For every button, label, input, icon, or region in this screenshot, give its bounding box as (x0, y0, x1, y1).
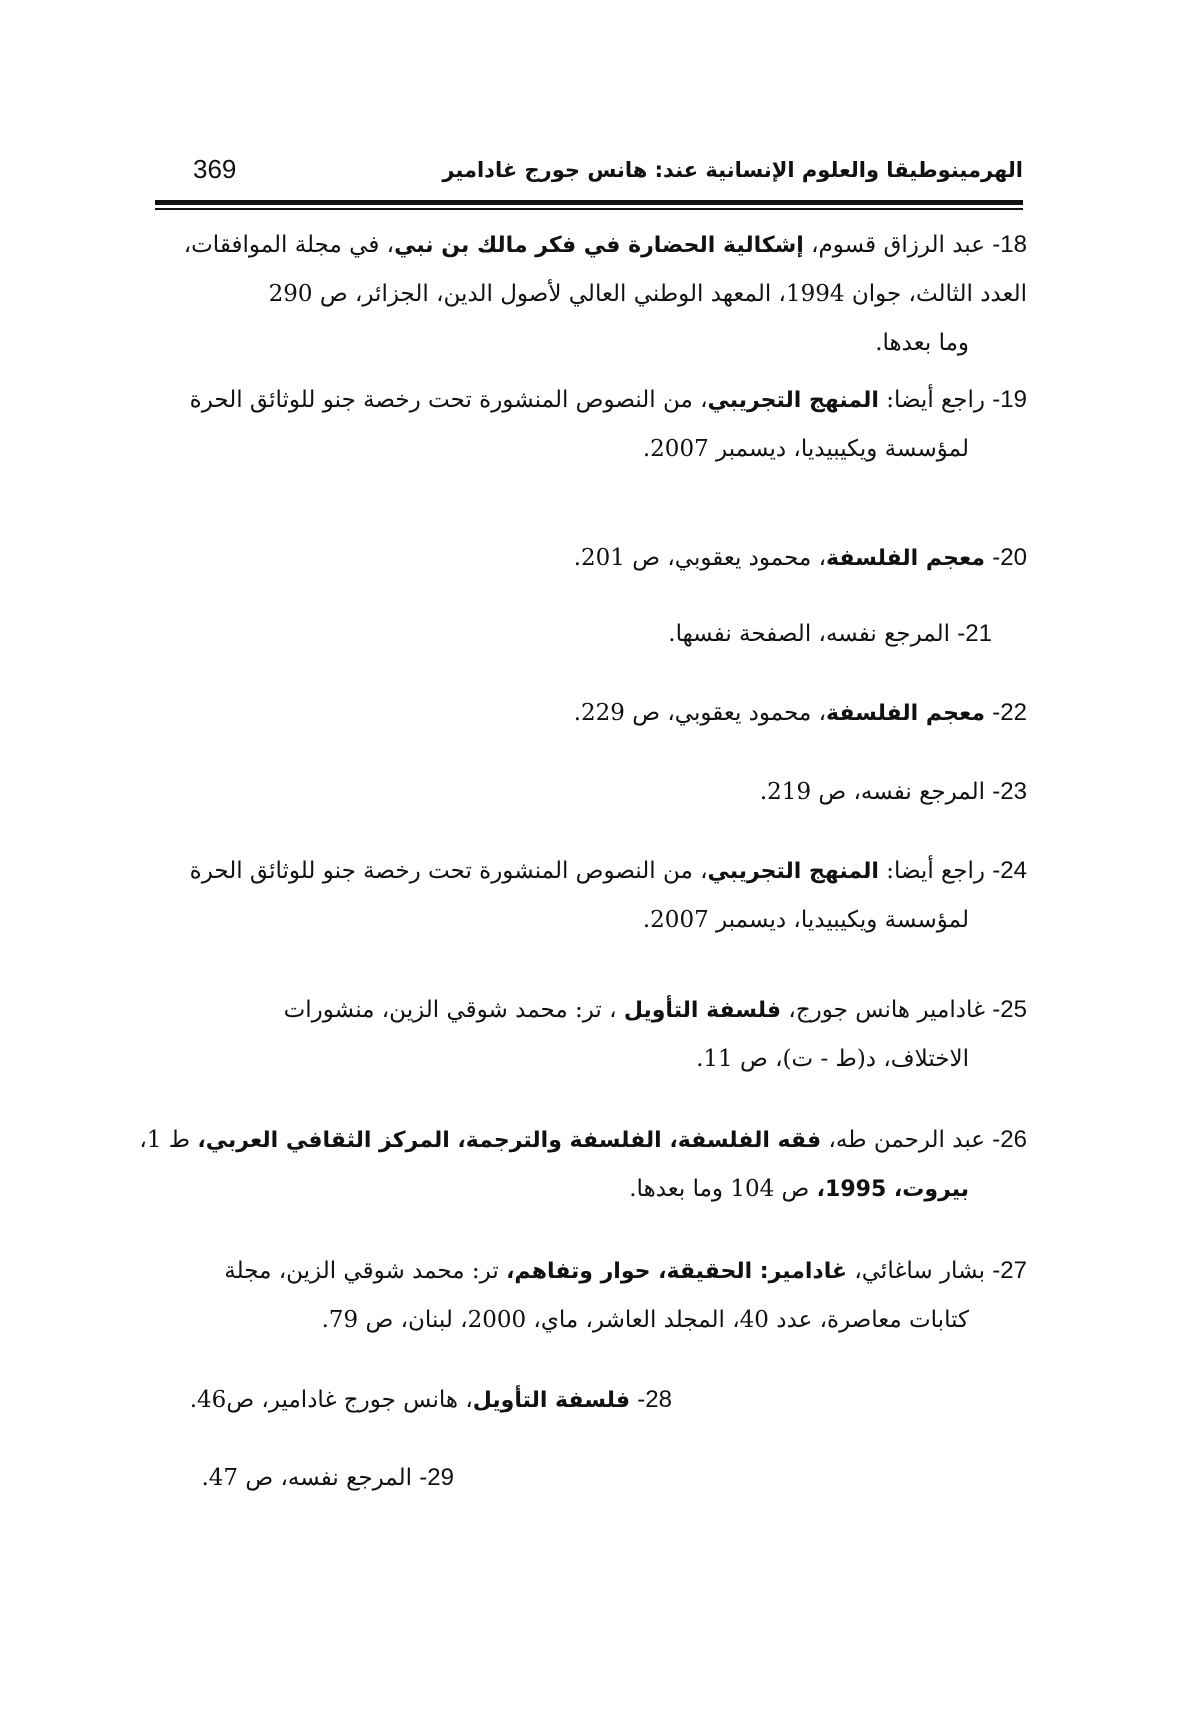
footnote-line: وما بعدها. (875, 330, 969, 356)
footnote-line (190, 846, 1027, 896)
footnote-line (190, 375, 1027, 425)
footnote-text: ، في مجلة الموافقات، (183, 232, 395, 258)
footnote-title: المنهج التجريبي (707, 388, 879, 413)
footnote-number: 18- (992, 231, 1027, 258)
footnote-number: 19- (992, 386, 1027, 413)
footnote-29 (201, 1453, 454, 1503)
header-rule-thick (155, 200, 1023, 205)
footnote-number: 27- (992, 1257, 1027, 1284)
footnote-27 (224, 1246, 1027, 1345)
footnote-line (224, 1246, 1027, 1296)
footnote-title: المنهج التجريبي (707, 859, 879, 884)
footnote-text: عبد الرحمن طه، (821, 1127, 993, 1153)
running-header (155, 150, 1023, 200)
footnote-title: فلسفة التأويل (472, 1388, 630, 1413)
footnote-text: المرجع نفسه، الصفحة نفسها. (668, 621, 958, 647)
footnote-text: غادامير هانس جورج، (781, 997, 993, 1023)
footnote-text: ص 104 وما بعدها. (629, 1176, 817, 1202)
footnote-28 (190, 1375, 672, 1425)
footnote-title: إشكالية الحضارة في فكر مالك بن نبي (394, 233, 804, 258)
footnote-number: 28- (637, 1386, 672, 1413)
footnote-line (668, 609, 992, 659)
footnote-line (139, 1165, 969, 1214)
footnote-text: ، محمود يعقوبي، ص 201. (573, 545, 826, 571)
footnote-text: ، محمود يعقوبي، ص 229. (573, 700, 826, 726)
footnote-line (190, 1375, 672, 1425)
footnote-19 (190, 375, 1027, 474)
footnote-21 (668, 609, 992, 659)
footnote-line (574, 688, 1027, 738)
footnote-title: بيروت، 1995، (816, 1177, 969, 1202)
page-number: 369 (193, 154, 237, 184)
footnote-text: ط 1، (139, 1127, 198, 1153)
footnote-text: المرجع نفسه، ص 219. (759, 779, 993, 805)
footnote-title: فقه الفلسفة، الفلسفة والترجمة، المركز الثقافي العربي، (197, 1128, 822, 1153)
footnote-number: 22- (992, 699, 1027, 726)
footnote-title: غادامير: الحقيقة، حوار وتفاهم، (506, 1259, 848, 1284)
running-header-title: الهرمينوطيقا والعلوم الإنسانية عند: هانس جورج غادامير (442, 158, 1023, 182)
footnote-23 (760, 767, 1027, 817)
footnote-line (760, 767, 1027, 817)
footnote-25 (284, 985, 1027, 1084)
footnote-line (574, 533, 1027, 583)
footnote-line: الاختلاف، د(ط - ت)، ص 11. (696, 1046, 969, 1072)
footnote-18 (184, 220, 1027, 368)
footnote-26 (139, 1115, 1027, 1214)
footnote-24 (190, 846, 1027, 945)
footnote-20 (574, 533, 1027, 583)
footnote-line: لمؤسسة ويكيبيديا، ديسمبر 2007. (642, 907, 969, 933)
footnote-text: بشار ساغائي، (847, 1258, 993, 1284)
footnote-text: عبد الرزاق قسوم، (803, 232, 993, 258)
footnote-number: 25- (992, 996, 1027, 1023)
footnote-line (139, 1115, 1027, 1165)
footnote-text: ، تر: محمد شوقي الزين، منشورات (283, 997, 624, 1023)
footnote-22 (574, 688, 1027, 738)
footnote-line: كتابات معاصرة، عدد 40، المجلد العاشر، ماي، 2000، لبنان، ص 79. (321, 1307, 969, 1333)
footnote-number: 21- (957, 620, 992, 647)
footnote-line (184, 220, 1027, 270)
footnote-line (284, 985, 1027, 1035)
footnote-text: راجع أيضا: (878, 858, 993, 884)
footnote-title: معجم الفلسفة (826, 546, 985, 571)
footnote-text: ، من النصوص المنشورة تحت رخصة جنو للوثائق الحرة (189, 387, 708, 413)
footnote-text: المرجع نفسه، ص 47. (201, 1465, 420, 1491)
footnote-text: راجع أيضا: (878, 387, 993, 413)
footnote-number: 29- (419, 1464, 454, 1491)
header-rule-thin (155, 208, 1023, 210)
footnote-number: 20- (992, 544, 1027, 571)
footnote-number: 23- (992, 778, 1027, 805)
footnote-text: ، هانس جورج غادامير، ص46. (189, 1387, 473, 1413)
footnote-text: تر: محمد شوقي الزين، مجلة (224, 1258, 507, 1284)
footnote-line: العدد الثالث، جوان 1994، المعهد الوطني العالي لأصول الدين، الجزائر، ص 290 (268, 281, 1027, 307)
footnote-line: لمؤسسة ويكيبيديا، ديسمبر 2007. (642, 436, 969, 462)
footnote-number: 26- (992, 1126, 1027, 1153)
footnote-text: ، من النصوص المنشورة تحت رخصة جنو للوثائق الحرة (189, 858, 708, 884)
footnote-title: فلسفة التأويل (623, 998, 782, 1023)
footnote-title: معجم الفلسفة (826, 701, 985, 726)
footnote-line (201, 1453, 454, 1503)
footnote-number: 24- (992, 857, 1027, 884)
